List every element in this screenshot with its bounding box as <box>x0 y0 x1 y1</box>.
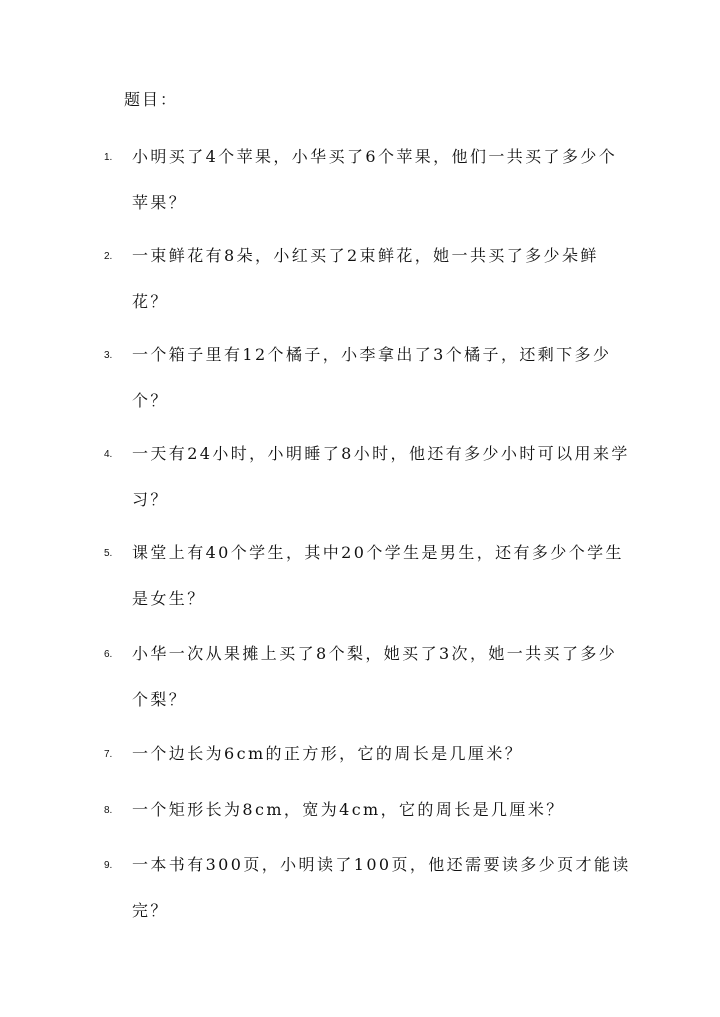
question-number: 9. <box>104 860 113 871</box>
question-text: 一束鲜花有8朵，小红买了2束鲜花，她一共买了多少朵鲜花？ <box>132 246 599 311</box>
question-number: 5. <box>104 548 113 559</box>
question-text: 小明买了4个苹果，小华买了6个苹果，他们一共买了多少个苹果？ <box>132 147 618 212</box>
question-number: 2. <box>104 251 113 262</box>
question-number: 8. <box>104 805 113 816</box>
question-text: 一个箱子里有12个橘子，小李拿出了3个橘子，还剩下多少个？ <box>132 345 612 410</box>
question-number: 3. <box>104 350 113 361</box>
question-number: 7. <box>104 749 113 760</box>
question-text: 一本书有300页，小明读了100页，他还需要读多少页才能读完？ <box>132 855 631 920</box>
question-number: 6. <box>104 649 113 660</box>
page-heading: 题目： <box>124 90 179 109</box>
question-number: 1. <box>104 152 113 163</box>
question-number: 4. <box>104 449 113 460</box>
question-text: 一天有24小时，小明睡了8小时，他还有多少小时可以用来学习？ <box>132 444 630 509</box>
question-text: 课堂上有40个学生，其中20个学生是男生，还有多少个学生是女生？ <box>132 543 624 608</box>
question-text: 一个边长为6cm的正方形，它的周长是几厘米？ <box>132 744 524 763</box>
question-text: 一个矩形长为8cm，宽为4cm，它的周长是几厘米？ <box>132 800 565 819</box>
question-text: 小华一次从果摊上买了8个梨，她买了3次，她一共买了多少个梨？ <box>132 644 618 709</box>
